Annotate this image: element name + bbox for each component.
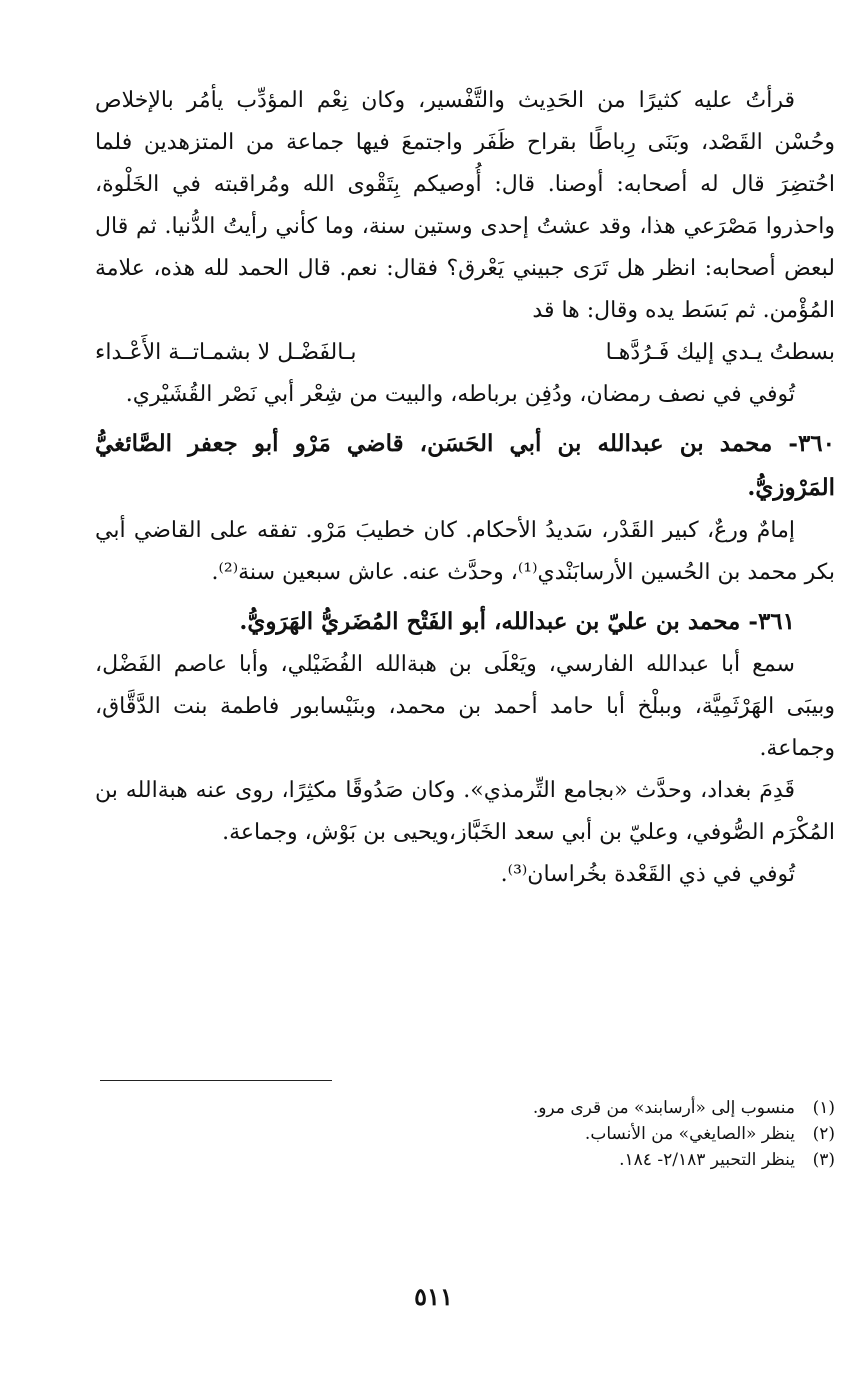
footnote-text: ينظر «الصايغي» من الأنساب.	[584, 1124, 795, 1144]
paragraph-intro: قرأتُ عليه كثيرًا من الحَدِيث والتَّفْسير، وكان نِعْم المؤدِّب يأمُر بالإخلاص وحُسْن القَصْد، وبَنَى رِباطًا بقراح ظَفَر واجتمعَ فيها جماعة من المتزهدين فلما احُتضِرَ قال له أصحابه: أوصنا. قال: أُوصيكم بِتَقْوى الله ومُراقبته في الخَلْوة، واحذروا مَصْرَعي هذا، وقد عشتُ إحدى وستين سنة، وما كأني رأيتُ الدُّنيا. ثم قال لبعض أصحابه: انظر هل تَرَى جبيني يَعْرق؟ فقال: نعم. قال الحمد لله هذه، علامة المُؤْمن. ثم بَسَط يده وقال: ها قد	[95, 88, 835, 323]
page-number: ٥١١	[414, 1282, 453, 1311]
paragraph-entry-361-teachers: سمع أبا عبدالله الفارسي، ويَعْلَى بن هبةالله الفُضَيْلي، وأبا عاصم الفَضْل، وبيبَى الهَرْثَمِيَّة، وببلْخ أبا حامد أحمد بن محمد، وبنَيْسابور فاطمة بنت الدَّقَّاق، وجماعة.	[95, 652, 835, 761]
verse-second-hemistich: بـالفَضْـل لا بشمـاتــة الأَعْـداء	[95, 340, 357, 365]
entry-heading-361: ٣٦١- محمد بن عليّ بن عبدالله، أبو الفَتْح المُضَريُّ الهَرَويُّ.	[239, 608, 795, 635]
paragraph-entry-361-death: تُوفي في ذي القَعْدة بخُراسان⁽³⁾.	[500, 862, 795, 887]
footnote-2	[335, 1121, 835, 1147]
paragraph-entry-361-students: قَدِمَ بغداد، وحدَّث «بجامع التِّرمذي». وكان صَدُوقًا مكثِرًا، روى عنه هبةالله بن المُكْرَم الصُّوفي، وعليّ بن أبي سعد الخَبَّاز،ويحيى بن بَوْش، وجماعة.	[95, 778, 835, 845]
paragraph-entry-360: إمامٌ ورعٌ، كبير القَدْر، سَديدُ الأحكام. كان خطيبَ مَرْو. تفقه على القاضي أبي بكر محمد بن الحُسين الأرسابَنْدي⁽¹⁾، وحدَّث عنه. عاش سبعين سنة⁽²⁾.	[95, 518, 835, 585]
footnote-1	[335, 1095, 835, 1121]
footnote-text: منسوب إلى «أرسابند» من قرى مرو.	[532, 1098, 795, 1118]
page-body	[95, 80, 835, 896]
footnote-divider	[100, 1080, 332, 1081]
footnote-number: (١)	[812, 1098, 835, 1118]
footnote-number: (٣)	[812, 1150, 835, 1170]
footnote-text: ينظر التحبير ٢/١٨٣- ١٨٤.	[619, 1150, 795, 1170]
footnotes	[335, 1095, 835, 1173]
footnote-3	[335, 1147, 835, 1173]
poetry-verse	[95, 332, 835, 374]
verse-first-hemistich: بسطتُ يـدي إليك فَـرُدَّهـا	[605, 340, 835, 365]
paragraph-death-note: تُوفي في نصف رمضان، ودُفِن برباطه، والبيت من شِعْر أبي نَصْر القُشَيْري.	[125, 382, 795, 407]
entry-heading-360: ٣٦٠- محمد بن عبدالله بن أبي الحَسَن، قاضي مَرْو أبو جعفر الصَّائغيُّ المَرْوزيُّ.	[95, 430, 835, 501]
footnote-number: (٢)	[812, 1124, 835, 1144]
